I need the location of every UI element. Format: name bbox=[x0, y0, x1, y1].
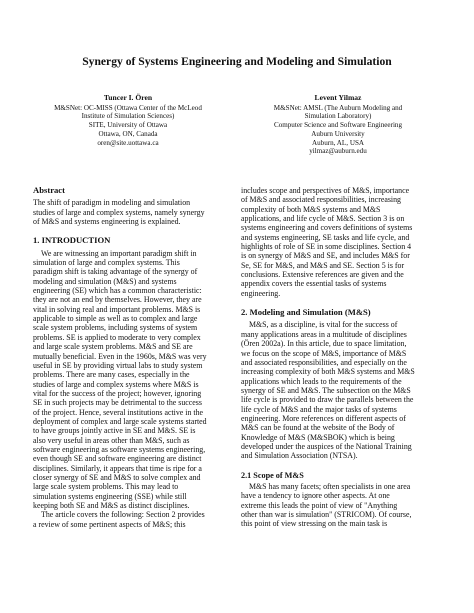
body-line: simulation of large and complex systems. This bbox=[33, 258, 180, 268]
abstract-line: studies of large and complex systems, namely synergy bbox=[33, 207, 205, 217]
body-line: appendix covers the essential tasks of systems bbox=[241, 279, 387, 289]
abstract-heading: Abstract bbox=[33, 185, 65, 195]
body-line: have a tendency to ignore other aspects. At one bbox=[241, 491, 390, 501]
body-line: life cycle is provided to draw the parallels between the bbox=[241, 395, 414, 405]
body-line: useful in SE by providing virtual labs to study system bbox=[33, 360, 203, 370]
body-line: modeling and simulation (M&S) and systems bbox=[33, 276, 177, 286]
author-email: oren@site.uottawa.ca bbox=[97, 138, 159, 147]
left-column bbox=[33, 186, 236, 529]
abstract-body bbox=[33, 198, 236, 226]
body-line: applications, and life cycle of M&S. Section 3 is on bbox=[241, 214, 405, 224]
author-affiliation-line: Institute of Simulation Sciences) bbox=[81, 112, 175, 121]
author-affiliation-line: M&SNet: OC-MISS (Ottawa Center of the McLeod bbox=[54, 103, 202, 112]
body-line: and systems engineering, SE tasks and life cycle, and bbox=[241, 232, 410, 242]
body-line: Knowledge of M&S (M&SBOK) which is being bbox=[241, 432, 395, 442]
author-affiliation-line: Auburn University bbox=[311, 129, 365, 138]
body-line: (Ören 2002a). In this article, due to space limitation, bbox=[241, 339, 407, 349]
body-line: they are not an end by themselves. However, they are bbox=[33, 295, 202, 305]
body-line: M&S can be found at the website of the Body of bbox=[241, 423, 395, 433]
body-line: software engineering as software systems engineering, bbox=[33, 444, 206, 454]
body-line: keeping both SE and M&S as distinct disciplines. bbox=[33, 501, 190, 510]
author-affiliation-line: SITE, University of Ottawa bbox=[88, 121, 168, 130]
body-line: closer synergy of SE and M&S to solve complex and bbox=[33, 472, 201, 482]
body-line: includes scope and perspectives of M&S, importance bbox=[241, 186, 410, 195]
author-block-yilmaz bbox=[238, 94, 438, 156]
author-affiliation-line: Auburn, AL, USA bbox=[311, 138, 365, 147]
body-line: and associated responsibilities, and especially on the bbox=[241, 357, 407, 367]
author-affiliation-line: M&SNet: AMSL (The Auburn Modeling and bbox=[273, 103, 403, 112]
body-line: disciplines. Similarly, it appears that time is ripe for a bbox=[33, 463, 202, 473]
body-line: also very useful in areas other than M&S, such as bbox=[33, 435, 190, 445]
body-line: of the project. Hence, several institutions active in the bbox=[33, 407, 204, 417]
body-line: vital for the success of the project; however, ignoring bbox=[33, 388, 202, 398]
body-line: SE in such projects may be detrimental to the success bbox=[33, 398, 202, 408]
body-line: simulation systems engineering (SSE) while still bbox=[33, 491, 187, 501]
body-line: engineering (SE) which has a common characteristic: bbox=[33, 286, 202, 296]
body-line: scale system problems, including systems of system bbox=[33, 323, 198, 333]
body-line: We are witnessing an important paradigm shift in bbox=[41, 248, 197, 258]
body-line: life cycle of M&S and the major tasks of systems bbox=[241, 404, 397, 414]
body-line: M&S has many facets; often specialists in one area bbox=[249, 481, 411, 491]
body-line: problems. There are many cases, especially in the bbox=[33, 370, 190, 380]
author-affiliation-line: Simulation Laboratory) bbox=[304, 112, 372, 121]
author-affiliation-line: Computer Science and Software Engineering bbox=[273, 121, 403, 130]
body-line: engineering. More references on different aspects of bbox=[241, 413, 406, 423]
body-line: increasing complexity of both M&S systems and M&S bbox=[241, 367, 415, 377]
section-2-1-body bbox=[241, 482, 444, 529]
body-line: and Simulation Association (NTSA). bbox=[241, 451, 358, 461]
body-line: engineering. bbox=[241, 288, 281, 298]
body-line: highlights of role of SE in some disciplines. Section 4 bbox=[241, 242, 412, 252]
author-affiliation-line: Ottawa, ON, Canada bbox=[98, 129, 158, 138]
author-email: yilmaz@auburn.edu bbox=[309, 147, 367, 156]
author-name: Levent Yilmaz bbox=[314, 93, 362, 102]
section-2-body bbox=[241, 320, 444, 460]
body-line: applications which leads to the requirements of the bbox=[241, 376, 402, 386]
section-heading-introduction: 1. INTRODUCTION bbox=[33, 235, 111, 246]
body-line: problems. SE is applied to moderate to very complex bbox=[33, 332, 201, 342]
body-line: this point of view stressing on the main task is bbox=[241, 519, 388, 529]
body-line: deployment of complex and large scale systems started bbox=[33, 416, 207, 426]
body-line: of M&S and associated responsibilities, increasing bbox=[241, 195, 401, 205]
body-line: to have groups jointly active in SE and M&S. SE is bbox=[33, 426, 196, 436]
body-line: a review of some pertinent aspects of M&S; this bbox=[33, 519, 186, 529]
body-line: and large scale system problems. M&S and SE are bbox=[33, 342, 193, 352]
introduction-body bbox=[33, 249, 236, 529]
body-line: M&S, as a discipline, is vital for the success of bbox=[249, 320, 398, 330]
body-line: Se, SE for M&S, and M&S and SE. Section 5 is for bbox=[241, 260, 405, 270]
abstract-line: The shift of paradigm in modeling and simulation bbox=[33, 198, 191, 208]
author-block-oren bbox=[28, 94, 228, 147]
body-line: complexity of both M&S systems and M&S bbox=[241, 204, 381, 214]
body-line: even though SE and software engineering are distinct bbox=[33, 454, 202, 464]
body-line: many applications areas in a multitude of disciplines bbox=[241, 329, 407, 339]
body-line: mutually beneficial. Even in the 1960s, M&S was very bbox=[33, 351, 207, 361]
section-heading-modeling-simulation: 2. Modeling and Simulation (M&S) bbox=[241, 307, 371, 318]
body-line: extreme this leads the point of view of "Anything bbox=[241, 500, 398, 510]
author-name: Tuncer I. Ören bbox=[103, 93, 153, 102]
body-line: synergy of SE and M&S. The subsection on the M&S bbox=[241, 385, 411, 395]
body-line: conclusions. Extensive references are given and the bbox=[241, 270, 404, 280]
body-line: we focus on the scope of M&S, importance of M&S bbox=[241, 348, 407, 358]
section-heading-scope: 2.1 Scope of M&S bbox=[241, 470, 304, 480]
paper-title: Synergy of Systems Engineering and Modeling and Simulation bbox=[82, 55, 392, 68]
body-line: large scale system problems. This may lead to bbox=[33, 482, 179, 492]
body-line: other than war is simulation" (STRICOM). Of course, bbox=[241, 510, 412, 519]
body-line: studies of large and complex systems where M&S is bbox=[33, 379, 199, 389]
introduction-body-continued bbox=[241, 186, 444, 298]
body-line: vital in solving real and important problems. M&S is bbox=[33, 304, 201, 314]
body-line: developed under the auspices of the National Training bbox=[241, 441, 412, 451]
body-line: systems engineering and covers definitions of systems bbox=[241, 223, 413, 233]
body-line: The article covers the following: Section 2 provides bbox=[41, 510, 205, 520]
body-line: applicable to simple as well as to complex and large bbox=[33, 314, 198, 324]
body-line: paradigm shift is taking advantage of the synergy of bbox=[33, 267, 198, 277]
right-column bbox=[241, 186, 444, 529]
body-line: is on synergy of M&S and SE, and includes M&S for bbox=[241, 251, 410, 261]
abstract-line: of M&S and systems engineering is explained. bbox=[33, 217, 181, 227]
